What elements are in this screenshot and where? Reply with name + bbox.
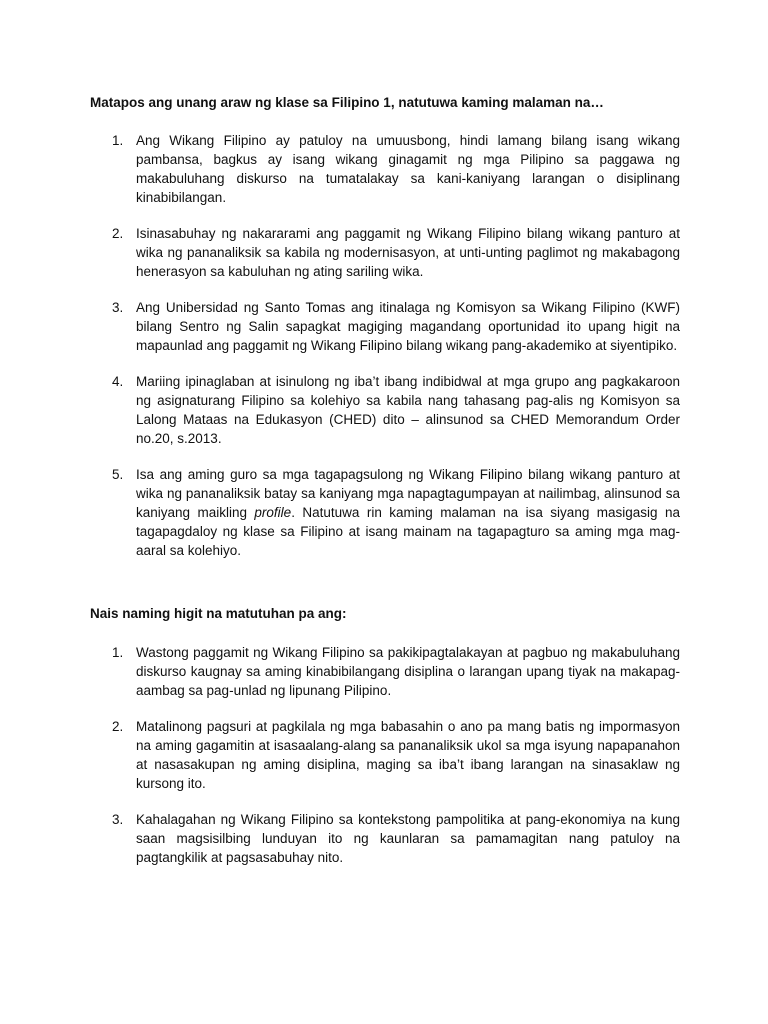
item-text (136, 465, 680, 560)
item-text: Ang Unibersidad ng Santo Tomas ang itinalaga ng Komisyon sa Wikang Filipino (KWF) bilang Sentro ng Salin sapagkat magiging magandang oportunidad ito upang higit na mapaunlad ang paggamit ng Wikang Filipino bilang wikang pang-akademiko at siyentipiko. (136, 300, 680, 353)
list-item (90, 298, 680, 355)
goals-list (90, 643, 680, 884)
item-text: Wastong paggamit ng Wikang Filipino sa pakikipagtalakayan at pagbuo ng makabuluhang diskurso kaugnay sa aming kinabibilangang disiplina o larangan upang tiyak na makapag-aambag sa pag-unlad ng lipunang Pilipino. (136, 645, 680, 698)
item-number: 5. (112, 467, 124, 482)
item-text: Matalinong pagsuri at pagkilala ng mga babasahin o ano pa mang batis ng impormasyon na aming gagamitin at isasaalang-alang sa pananaliksik ukol sa mga isyung napapanahon at nasasakupan ng aming disiplina, maging sa iba’t ibang larangan na sinasaklaw ng kursong ito. (136, 719, 680, 791)
item-text: Mariing ipinaglaban at isinulong ng iba’t ibang indibidwal at mga grupo ang pagkakaroon ng asignaturang Filipino sa kolehiyo sa kabila nang tahasang pag-alis ng Komisyon sa Lalong Mataas na Edukasyon (CHED) dito – alinsunod sa CHED Memorandum Order no.20, s.2013. (136, 374, 680, 446)
intro-heading: Matapos ang unang araw ng klase sa Filipino 1, natutuwa kaming malaman na… (90, 95, 604, 110)
list-item (90, 372, 680, 448)
list-item (90, 810, 680, 867)
item-text: Isinasabuhay ng nakararami ang paggamit ng Wikang Filipino bilang wikang panturo at wika ng pananaliksik sa kabila ng modernisasyon, at unti-unting paglimot ng makabagong henerasyon sa kabuluhan ng ating sariling wika. (136, 226, 680, 279)
item-text-before: Isa ang aming guro sa mga tagapagsulong ng Wikang Filipino bilang wikang panturo at wika ng pananaliksik batay sa kaniyang mga napagtagumpayan at nailimbag, alinsunod sa kaniyang maikling (136, 467, 680, 520)
list-item (90, 131, 680, 207)
item-number: 1. (112, 645, 124, 660)
list-item (90, 717, 680, 793)
findings-list (90, 131, 680, 577)
item-text-after: . Natutuwa rin kaming malaman na isa siyang masigasig na tagapagdaloy ng klase sa Filipino at isang mainam na tagapagturo sa aming mga mag-aaral sa kolehiyo. (136, 505, 680, 558)
item-number: 2. (112, 226, 124, 241)
list-item (90, 465, 680, 560)
item-number: 3. (112, 300, 124, 315)
second-heading: Nais naming higit na matutuhan pa ang: (90, 606, 347, 621)
item-text: Ang Wikang Filipino ay patuloy na umuusbong, hindi lamang bilang isang wikang pambansa, bagkus ay isang wikang ginagamit ng mga Pilipino sa paggawa ng makabuluhang diskurso na tumatalakay sa kani-kaniyang larangan o disiplinang kinabibilangan. (136, 133, 680, 205)
list-item (90, 643, 680, 700)
item-number: 1. (112, 133, 124, 148)
item-number: 3. (112, 812, 124, 827)
item-text: Kahalagahan ng Wikang Filipino sa kontekstong pampolitika at pang-ekonomiya na kung saan magsisilbing lunduyan ito ng kaunlaran sa pamamagitan nang patuloy na pagtangkilik at pagsasabuhay nito. (136, 812, 680, 865)
item-text-emphasis: profile (254, 505, 292, 520)
list-item (90, 224, 680, 281)
item-number: 4. (112, 374, 124, 389)
item-number: 2. (112, 719, 124, 734)
